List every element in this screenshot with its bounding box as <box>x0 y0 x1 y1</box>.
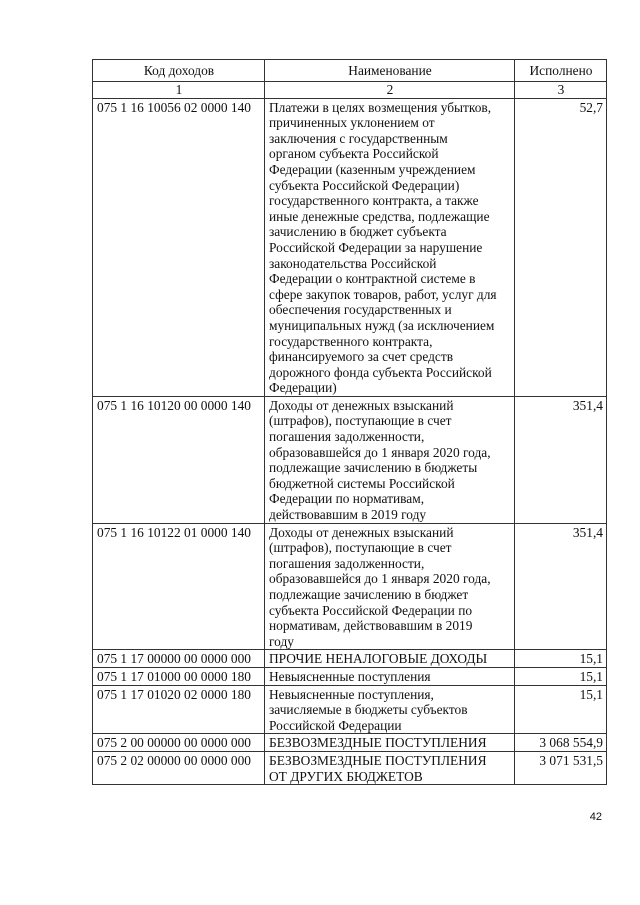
column-number-row <box>93 82 607 99</box>
row-sum: 52,7 <box>515 98 607 396</box>
header-code: Код доходов <box>93 60 265 82</box>
table-row <box>93 667 607 685</box>
row-name: Платежи в целях возмещения убытков, причиненных уклонением от заключения с государственным органом субъекта Российской Федерации (казенным учреждением субъекта Российской Федерации) государственного контракта, а также иные денежные средства, подлежащие зачислению в бюджет субъекта Российской Федерации за нарушение законодательства Российской Федерации о контрактной системе в сфере закупок товаров, работ, услуг для обеспечения государственных и муниципальных нужд (за исключением государственного контракта, финансируемого за счет средств дорожного фонда субъекта Российской Федерации) <box>265 98 515 396</box>
row-name: Невыясненные поступления <box>265 667 515 685</box>
row-name: Доходы от денежных взысканий (штрафов), поступающие в счет погашения задолженности, образовавшейся до 1 января 2020 года, подлежащие зачислению в бюджет субъекта Российской Федерации по нормативам, действовавшим в 2019 году <box>265 523 515 650</box>
row-sum: 3 068 554,9 <box>515 734 607 752</box>
row-sum: 3 071 531,5 <box>515 751 607 784</box>
row-name: ПРОЧИЕ НЕНАЛОГОВЫЕ ДОХОДЫ <box>265 650 515 668</box>
table-row <box>93 650 607 668</box>
row-sum: 15,1 <box>515 685 607 734</box>
row-code: 075 1 17 01020 02 0000 180 <box>93 685 265 734</box>
table-row <box>93 98 607 396</box>
row-name: БЕЗВОЗМЕЗДНЫЕ ПОСТУПЛЕНИЯ <box>265 734 515 752</box>
row-name: БЕЗВОЗМЕЗДНЫЕ ПОСТУПЛЕНИЯ ОТ ДРУГИХ БЮДЖЕТОВ <box>265 751 515 784</box>
row-code: 075 1 17 00000 00 0000 000 <box>93 650 265 668</box>
row-code: 075 1 16 10122 01 0000 140 <box>93 523 265 650</box>
row-sum: 15,1 <box>515 650 607 668</box>
revenue-table <box>92 59 607 785</box>
page-number: 42 <box>589 811 602 823</box>
table-row <box>93 396 607 523</box>
header-sum: Исполнено <box>515 60 607 82</box>
row-code: 075 1 16 10056 02 0000 140 <box>93 98 265 396</box>
header-name: Наименование <box>265 60 515 82</box>
row-sum: 351,4 <box>515 523 607 650</box>
row-code: 075 1 17 01000 00 0000 180 <box>93 667 265 685</box>
column-number: 2 <box>265 82 515 99</box>
row-name: Доходы от денежных взысканий (штрафов), поступающие в счет погашения задолженности, образовавшейся до 1 января 2020 года, подлежащие зачислению в бюджеты бюджетной системы Российской Федерации по нормативам, действовавшим в 2019 году <box>265 396 515 523</box>
row-code: 075 1 16 10120 00 0000 140 <box>93 396 265 523</box>
row-code: 075 2 00 00000 00 0000 000 <box>93 734 265 752</box>
row-name: Невыясненные поступления, зачисляемые в бюджеты субъектов Российской Федерации <box>265 685 515 734</box>
table-row <box>93 734 607 752</box>
row-code: 075 2 02 00000 00 0000 000 <box>93 751 265 784</box>
row-sum: 351,4 <box>515 396 607 523</box>
table-row <box>93 685 607 734</box>
column-number: 3 <box>515 82 607 99</box>
row-sum: 15,1 <box>515 667 607 685</box>
table-header-row <box>93 60 607 82</box>
table-row <box>93 751 607 784</box>
table-row <box>93 523 607 650</box>
column-number: 1 <box>93 82 265 99</box>
